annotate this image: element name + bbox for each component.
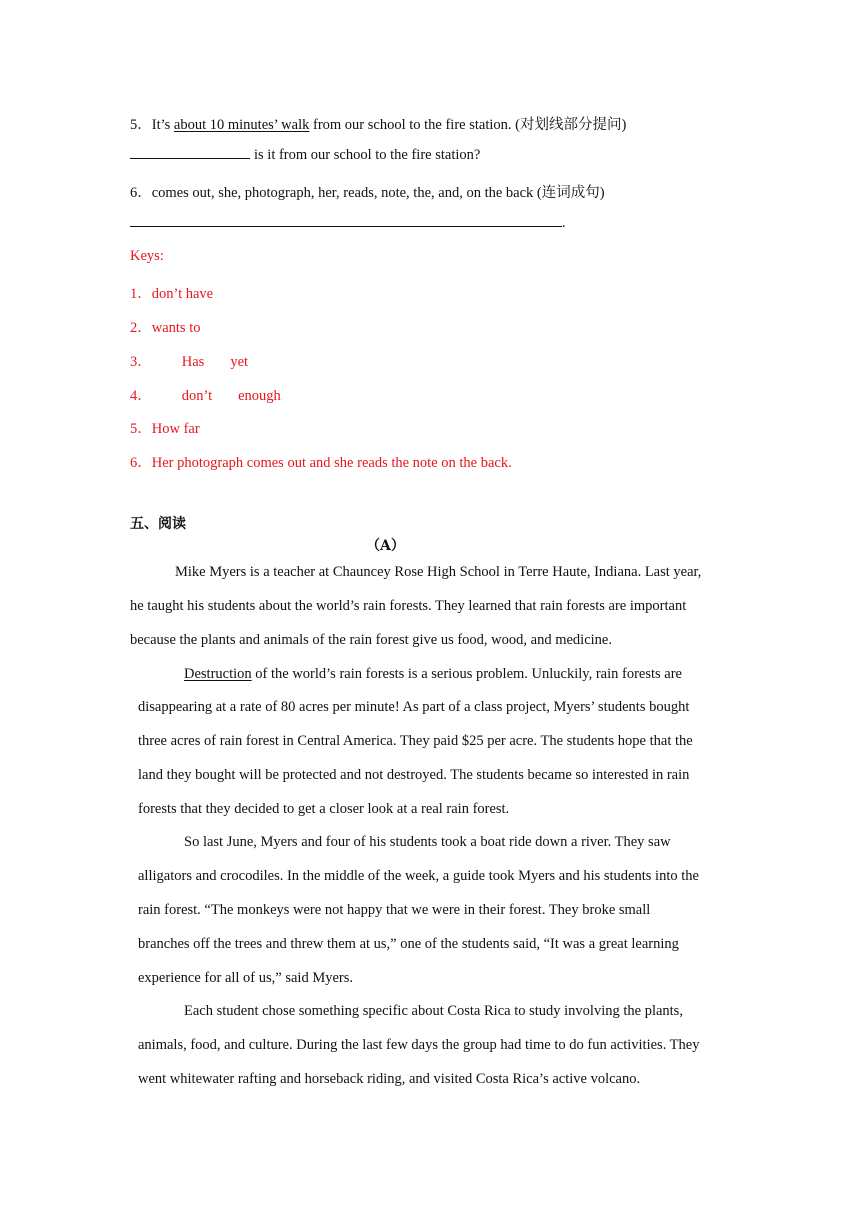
question-5-number: 5． (130, 117, 152, 133)
paragraph-1-line: he taught his students about the world’s rain forests. They learned that rain forests are important (130, 598, 687, 614)
key-answer: don’t (181, 388, 213, 404)
key-item (130, 384, 281, 405)
key-number: 1． (130, 286, 152, 302)
paragraph-4-line: went whitewater rafting and horseback riding, and visited Costa Rica’s active volcano. (138, 1071, 641, 1087)
paragraph-2-line: forests that they decided to get a closer look at a real rain forest. (138, 801, 510, 817)
passage-label: （A） (366, 538, 405, 554)
paragraph-3-line: experience for all of us,” said Myers. (138, 970, 354, 986)
question-6-text: comes out, she, photograph, her, reads, note, the, and, on the back (连词成句) (151, 185, 605, 201)
paragraph-3-line: So last June, Myers and four of his students took a boat ride down a river. They saw (184, 834, 671, 850)
paragraph-1-line: Mike Myers is a teacher at Chauncey Rose High School in Terre Haute, Indiana. Last year, (175, 564, 702, 580)
paragraph-4-line: animals, food, and culture. During the last few days the group had time to do fun activities. They (138, 1037, 700, 1053)
question-5-answer-suffix: is it from our school to the fire station? (254, 147, 481, 163)
key-answer: Has (181, 354, 205, 370)
paragraph-3-line: alligators and crocodiles. In the middle of the week, a guide took Myers and his students into the (138, 868, 699, 884)
key-item (130, 316, 200, 337)
question-5-answer-line (130, 147, 480, 164)
section-heading: 五、阅读 (130, 516, 186, 532)
paragraph-2-line: disappearing at a rate of 80 acres per minute! As part of a class project, Myers’ students bought (138, 699, 690, 715)
key-answer-second: yet (230, 354, 249, 370)
key-answer: wants to (151, 320, 201, 336)
question-5-prefix: It’s (151, 117, 174, 133)
key-item (130, 282, 213, 303)
question-6-number: 6． (130, 185, 152, 201)
key-number: 3． (130, 354, 152, 370)
key-number: 6． (130, 455, 152, 471)
question-6 (130, 181, 605, 202)
key-item (130, 417, 200, 438)
answer-blank (130, 157, 250, 159)
paragraph-1-line: because the plants and animals of the rain forest give us food, wood, and medicine. (130, 632, 612, 648)
paragraph-2-line: three acres of rain forest in Central America. They paid $25 per acre. The students hope that the (138, 733, 693, 749)
paragraph-2-line: land they bought will be protected and not destroyed. The students became so interested in rain (138, 767, 690, 783)
key-answer: don’t have (151, 286, 214, 302)
key-answer: Her photograph comes out and she reads the note on the back. (151, 455, 512, 471)
answer-blank (130, 225, 562, 227)
key-item (130, 350, 248, 371)
keys-title: Keys: (130, 248, 164, 264)
key-number: 2． (130, 320, 152, 336)
question-5-suffix: from our school to the fire station. (对划线部分提问) (309, 117, 627, 133)
paragraph-3-line: rain forest. “The monkeys were not happy that we were in their forest. They broke small (138, 902, 651, 918)
question-6-answer-suffix: . (562, 215, 566, 231)
question-6-answer-line (130, 215, 566, 232)
key-item (130, 451, 512, 472)
paragraph-2-text: of the world’s rain forests is a serious problem. Unluckily, rain forests are (251, 666, 682, 682)
key-answer: How far (151, 421, 200, 437)
key-number: 4． (130, 388, 152, 404)
underlined-word: Destruction (184, 666, 252, 682)
question-5 (130, 113, 626, 134)
paragraph-2-line (184, 666, 682, 683)
paragraph-4-line: Each student chose something specific about Costa Rica to study involving the plants, (184, 1003, 683, 1019)
key-number: 5． (130, 421, 152, 437)
key-answer-second: enough (238, 388, 281, 404)
paragraph-3-line: branches off the trees and threw them at us,” one of the students said, “It was a great learning (138, 936, 679, 952)
question-5-underlined: about 10 minutes’ walk (173, 117, 310, 133)
